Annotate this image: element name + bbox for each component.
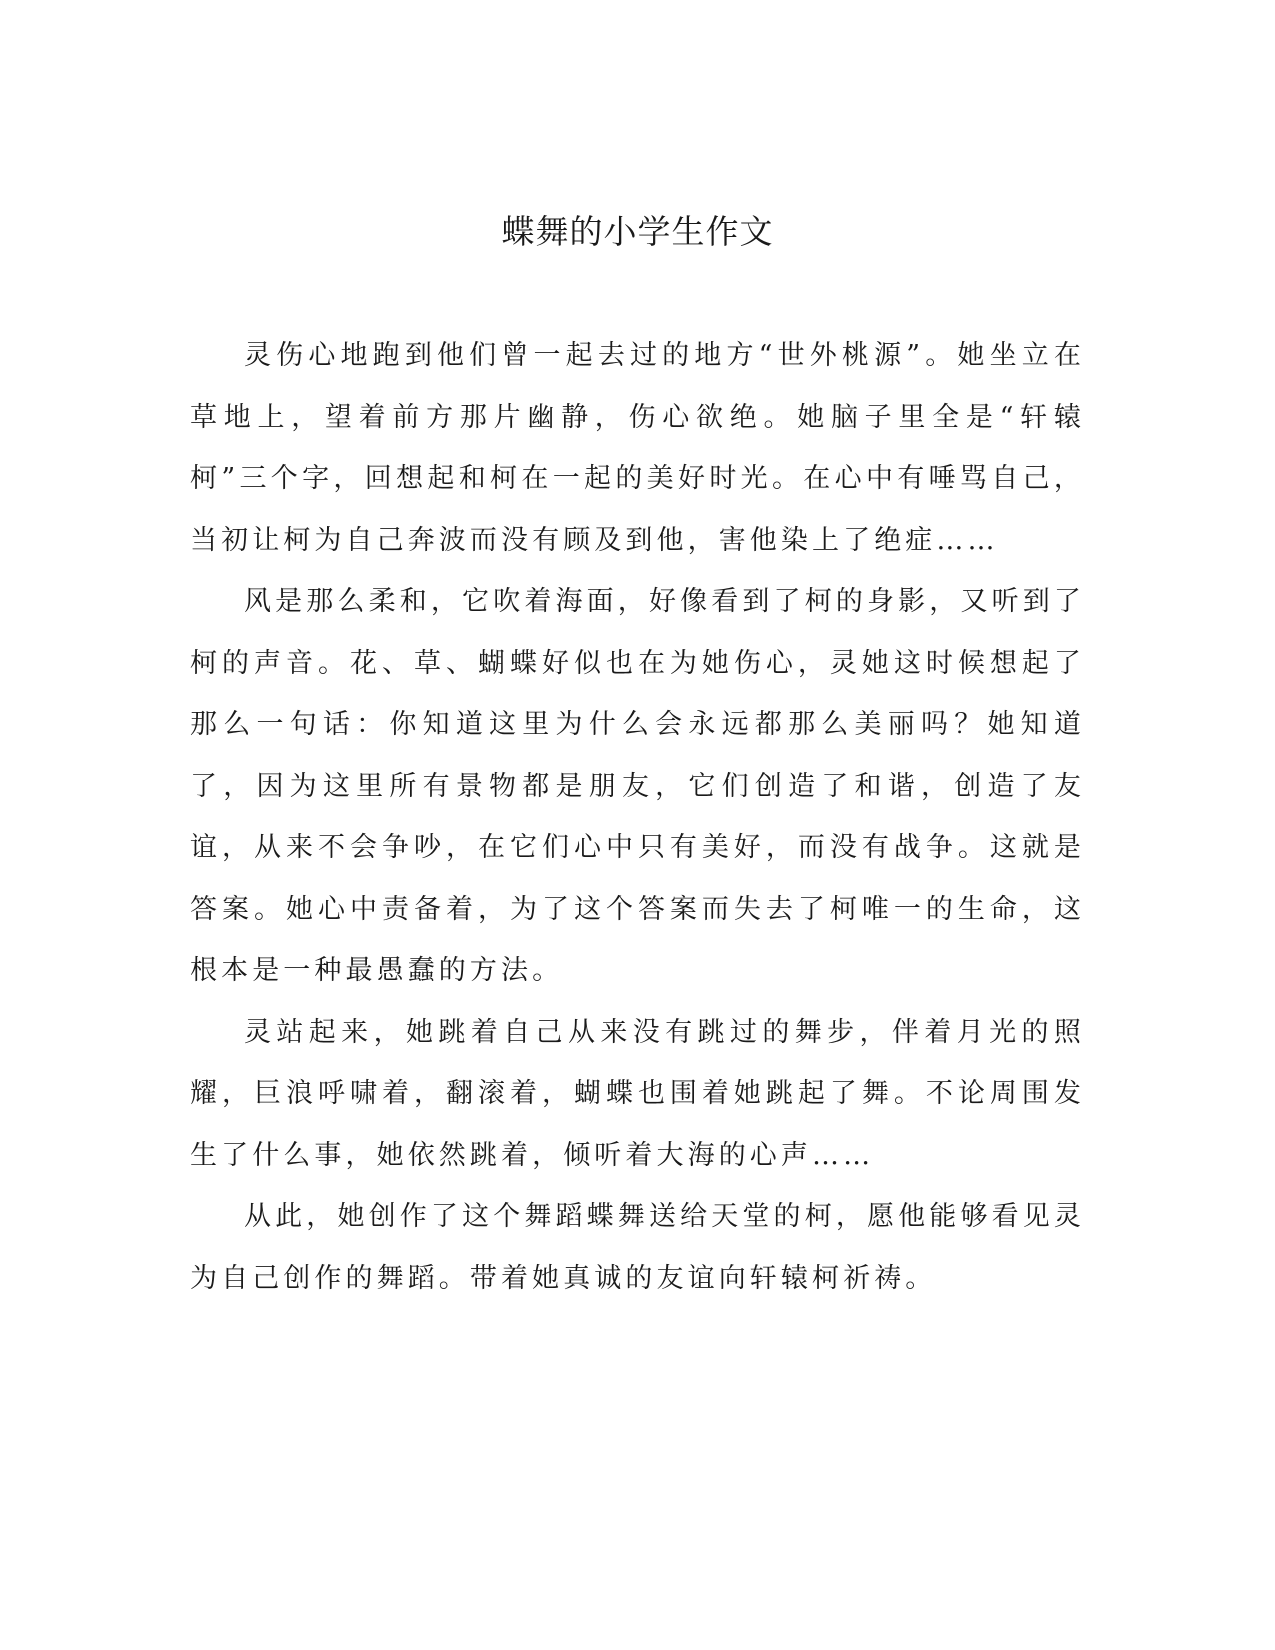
paragraph-2: 风是那么柔和，它吹着海面，好像看到了柯的身影，又听到了柯的声音。花、草、蝴蝶好似也在为她伤心，灵她这时候想起了那么一句话：你知道这里为什么会永远都那么美丽吗？她知道了，因为这里所有景物都是朋友，它们创造了和谐，创造了友谊，从来不会争吵，在它们心中只有美好，而没有战争。这就是答案。她心中责备着，为了这个答案而失去了柯唯一的生命，这根本是一种最愚蠢的方法。 (190, 586, 1085, 986)
paragraph-3: 灵站起来，她跳着自己从来没有跳过的舞步，伴着月光的照耀，巨浪呼啸着，翻滚着，蝴蝶也围着她跳起了舞。不论周围发生了什么事，她依然跳着，倾听着大海的心声…… (190, 1016, 1085, 1171)
document-body (190, 325, 1085, 1309)
paragraph-1: 灵伤心地跑到他们曾一起去过的地方“世外桃源”。她坐立在草地上，望着前方那片幽静，伤心欲绝。她脑子里全是“轩辕柯”三个字，回想起和柯在一起的美好时光。在心中有唾骂自己，当初让柯为自己奔波而没有顾及到他，害他染上了绝症…… (190, 340, 1085, 556)
document-title: 蝶舞的小学生作文 (501, 212, 774, 251)
paragraph-4: 从此，她创作了这个舞蹈蝶舞送给天堂的柯，愿他能够看见灵为自己创作的舞蹈。带着她真诚的友谊向轩辕柯祈祷。 (190, 1201, 1085, 1294)
